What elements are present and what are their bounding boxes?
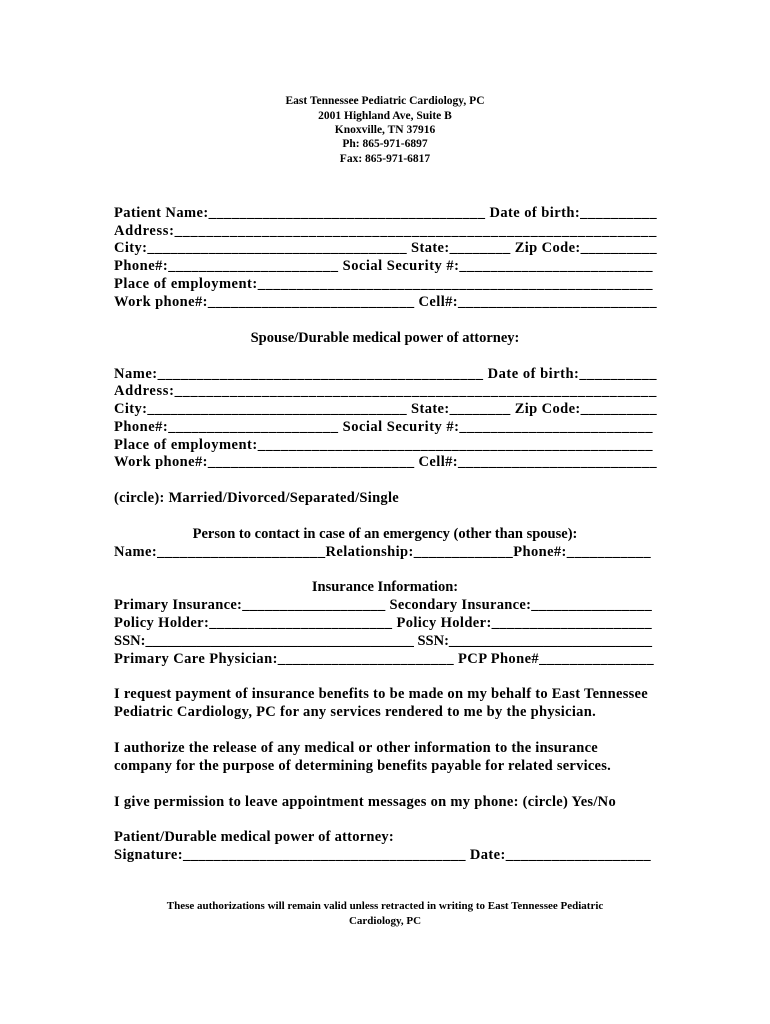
payment-request-line1: I request payment of insurance benefits to be made on my behalf to East Tennessee (114, 686, 648, 702)
footer-line2: Cardiology, PC (348, 915, 422, 927)
clinic-name: East Tennessee Pediatric Cardiology, PC (285, 95, 485, 107)
patient-name-line[interactable]: Patient Name:____________________________________ Date of birth:__________ (114, 205, 657, 221)
patient-work-phone-line[interactable]: Work phone#:___________________________ Cell#:__________________________ (114, 294, 657, 310)
clinic-address-line2: Knoxville, TN 37916 (334, 124, 436, 136)
clinic-fax: Fax: 865-971-6817 (339, 153, 431, 165)
insurance-heading: Insurance Information: (311, 579, 459, 595)
marital-status-line[interactable]: (circle): Married/Divorced/Separated/Single (114, 490, 399, 506)
signature-label: Patient/Durable medical power of attorney: (114, 829, 394, 845)
patient-phone-line[interactable]: Phone#:______________________ Social Security #:_________________________ (114, 258, 653, 274)
ssn-line[interactable]: SSN:_____________________________________ SSN:____________________________ (114, 633, 652, 649)
patient-employment-line[interactable]: Place of employment:___________________________________________________ (114, 276, 653, 292)
spouse-city-line[interactable]: City:__________________________________ State:________ Zip Code:__________ (114, 401, 657, 417)
patient-address-line[interactable]: Address:_____________________________________________________________ (114, 223, 657, 239)
patient-city-line[interactable]: City:__________________________________ State:________ Zip Code:__________ (114, 240, 657, 256)
emergency-heading: Person to contact in case of an emergency (other than spouse): (192, 526, 578, 542)
spouse-name-line[interactable]: Name:__________________________________________ Date of birth:__________ (114, 366, 657, 382)
clinic-phone: Ph: 865-971-6897 (342, 138, 428, 150)
spouse-heading: Spouse/Durable medical power of attorney: (250, 330, 520, 346)
physician-line[interactable]: Primary Care Physician:_______________________ PCP Phone#_______________ (114, 651, 654, 667)
insurance-line[interactable]: Primary Insurance:___________________ Secondary Insurance:________________ (114, 597, 652, 613)
spouse-work-phone-line[interactable]: Work phone#:___________________________ Cell#:__________________________ (114, 454, 657, 470)
release-auth-line1: I authorize the release of any medical or other information to the insurance (114, 740, 598, 756)
footer-line1: These authorizations will remain valid unless retracted in writing to East Tennessee Pediatric (166, 900, 604, 912)
spouse-employment-line[interactable]: Place of employment:___________________________________________________ (114, 437, 653, 453)
messages-permission-line[interactable]: I give permission to leave appointment messages on my phone: (circle) Yes/No (114, 794, 616, 810)
signature-line[interactable]: Signature:_____________________________________ Date:___________________ (114, 847, 651, 863)
emergency-contact-line[interactable]: Name:______________________Relationship:_____________Phone#:___________ (114, 544, 651, 560)
spouse-phone-line[interactable]: Phone#:______________________ Social Security #:_________________________ (114, 419, 653, 435)
policy-holder-line[interactable]: Policy Holder:________________________ Policy Holder:_____________________ (114, 615, 652, 631)
release-auth-line2: company for the purpose of determining benefits payable for related services. (114, 758, 611, 774)
spouse-address-line[interactable]: Address:_____________________________________________________________ (114, 383, 657, 399)
payment-request-line2: Pediatric Cardiology, PC for any services rendered to me by the physician. (114, 704, 596, 720)
clinic-address-line1: 2001 Highland Ave, Suite B (318, 110, 452, 122)
